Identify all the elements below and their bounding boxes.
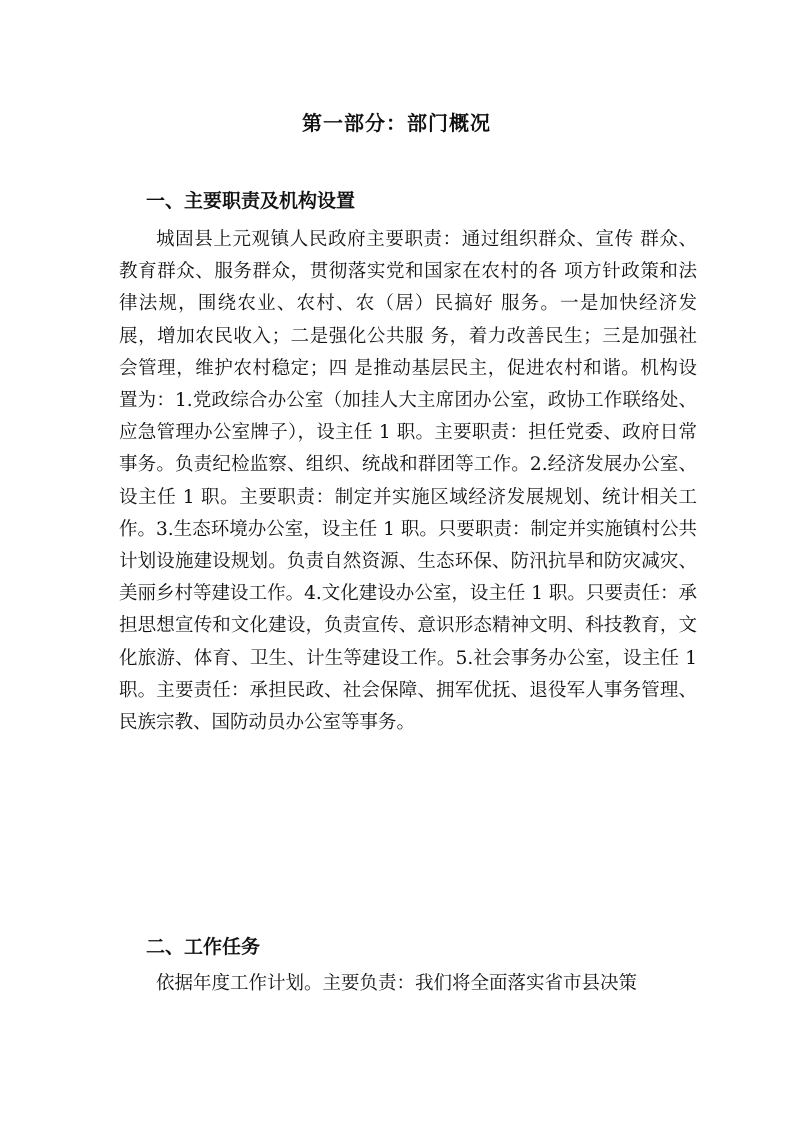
section-heading-duties: 一、主要职责及机构设置 [146,190,356,212]
section-paragraph-tasks: 依据年度工作计划。主要负责：我们将全面落实省市县决策 [156,973,638,994]
page-title: 第一部分：部门概况 [302,111,491,135]
section-paragraph-duties: 城固县上元观镇人民政府主要职责：通过组织群众、宣传 群众、教育群众、服务群众，贯彻落实党和国家在农村的各 项方针政策和法律法规，围绕农业、农村、农（居）民搞好 服务。一是加快经济发展，增加农民收入；二是强化公共服 务，着力改善民生；三是加强社会管理，维护农村稳定；四 是推动基层民主，促进农村和谐。机构设置为：1.党政综合办公室（加挂人大主席团办公室，政协工作联络处、应急管理办公室牌子），设主任 1 职。主要职责：担任党委、政府日常事务。负责纪检监察、组织、统战和群团等工作。2.经济发展办公室、设主任 1 职。主要职责：制定并实施区域经济发展规划、统计相关工作。3.生态环境办公室，设主任 1 职。只要职责：制定并实施镇村公共计划设施建设规划。负责自然资源、生态环保、防汛抗旱和防灾减灾、美丽乡村等建设工作。4.文化建设办公室，设主任 1 职。只要责任：承担思想宣传和文化建设，负责宣传、意识形态精神文明、科技教育，文化旅游、体育、卫生、计生等建设工作。5.社会事务办公室，设主任 1 职。主要责任：承担民政、社会保障、拥军优抚、退役军人事务管理、民族宗教、国防动员办公室等事务。 [119,229,697,734]
section-heading-tasks: 二、工作任务 [146,936,261,958]
